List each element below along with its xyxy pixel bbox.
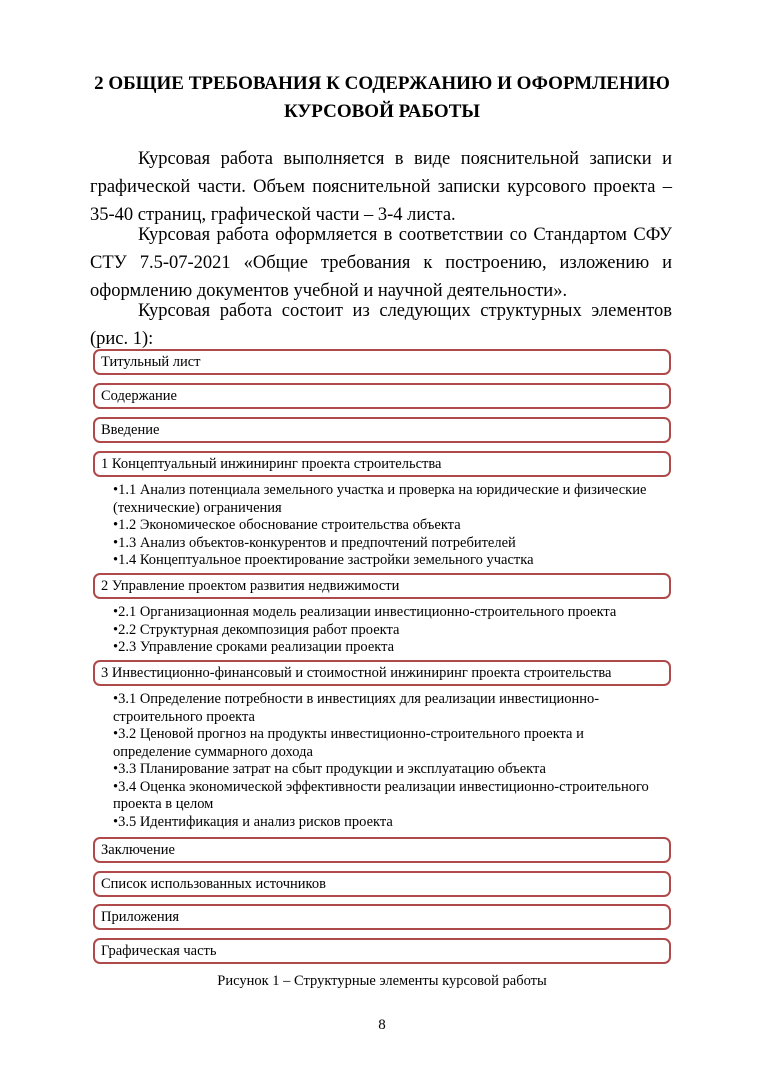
section-2-items <box>113 604 653 657</box>
list-item: •3.3 Планирование затрат на сбыт продукции и эксплуатацию объекта <box>113 761 546 777</box>
box-conclusion: Заключение <box>93 837 671 863</box>
box-section-1: 1 Концептуальный инжиниринг проекта строительства <box>93 451 671 477</box>
box-introduction: Введение <box>93 417 671 443</box>
list-item: •1.1 Анализ потенциала земельного участка и проверка на юридические и физические (технические) ограничения <box>113 482 647 516</box>
list-item: •3.5 Идентификация и анализ рисков проекта <box>113 813 393 830</box>
list-item: •1.2 Экономическое обоснование строительства объекта <box>113 517 461 533</box>
box-references: Список использованных источников <box>93 871 671 897</box>
section-3-items <box>113 691 653 831</box>
box-section-3: 3 Инвестиционно-финансовый и стоимостной инжиниринг проекта строительства <box>93 660 671 686</box>
list-item: •2.3 Управление сроками реализации проекта <box>113 639 395 655</box>
section-heading <box>80 70 684 126</box>
box-appendices: Приложения <box>93 904 671 930</box>
list-item: •1.3 Анализ объектов-конкурентов и предпочтений потребителей <box>113 534 516 551</box>
list-item: •3.1 Определение потребности в инвестициях для реализации инвестиционно-строительного проекта <box>113 691 600 725</box>
list-item: •2.1 Организационная модель реализации инвестиционно-строительного проекта <box>113 604 617 620</box>
box-graphic-part: Графическая часть <box>93 938 671 964</box>
heading-line-2: КУРСОВОЙ РАБОТЫ <box>283 101 481 122</box>
list-item: •1.4 Концептуальное проектирование застройки земельного участка <box>113 552 534 568</box>
paragraph-3: Курсовая работа состоит из следующих структурных элементов (рис. 1): <box>90 301 672 349</box>
page-number: 8 <box>378 1017 386 1033</box>
heading-line-1: 2 ОБЩИЕ ТРЕБОВАНИЯ К СОДЕРЖАНИЮ И ОФОРМЛЕНИЮ <box>94 73 670 94</box>
box-contents: Содержание <box>93 383 671 409</box>
figure-caption: Рисунок 1 – Структурные элементы курсовой работы <box>217 973 547 989</box>
section-1-items <box>113 482 653 570</box>
box-section-2: 2 Управление проектом развития недвижимости <box>93 573 671 599</box>
list-item: •2.2 Структурная декомпозиция работ проекта <box>113 621 400 638</box>
paragraph-2: Курсовая работа оформляется в соответствии со Стандартом СФУ СТУ 7.5-07-2021 «Общие требования к построению, изложению и оформлению документов учебной и научной деятельности». <box>90 225 672 301</box>
list-item: •3.4 Оценка экономической эффективности реализации инвестиционно-строительного проекта в целом <box>113 778 649 812</box>
list-item: •3.2 Ценовой прогноз на продукты инвестиционно-строительного проекта и определение суммарного дохода <box>113 726 584 760</box>
paragraph-1: Курсовая работа выполняется в виде пояснительной записки и графической части. Объем пояснительной записки курсового проекта – 35-40 страниц, графической части – 3-4 листа. <box>90 149 672 225</box>
box-title-page: Титульный лист <box>93 349 671 375</box>
